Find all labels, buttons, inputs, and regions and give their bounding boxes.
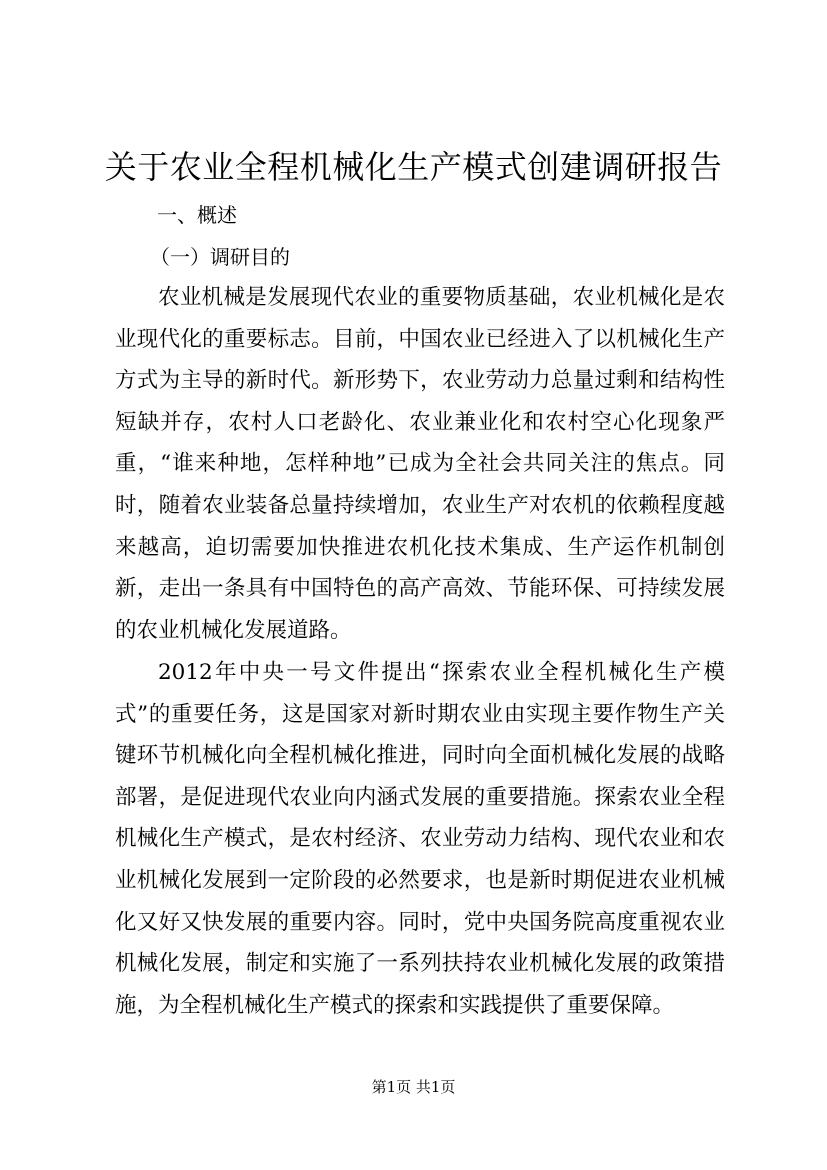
body-paragraph-1: 农业机械是发展现代农业的重要物质基础，农业机械化是农业现代化的重要标志。目前，中国农业已经进入了以机械化生产方式为主导的新时代。新形势下，农业劳动力总量过剩和结构性短缺并存，农村人口老龄化、农业兼业化和农村空心化现象严重，“谁来种地，怎样种地”已成为全社会共同关注的焦点。同时，随着农业装备总量持续增加，农业生产对农机的依赖程度越来越高，迫切需要加快推进农机化技术集成、生产运作机制创新，走出一条具有中国特色的高产高效、节能环保、可持续发展的农业机械化发展道路。 — [115, 285, 725, 643]
subsection-heading: （一）调研目的 — [150, 245, 290, 269]
page-footer: 第1页 共1页 — [371, 1078, 456, 1096]
section-heading: 一、概述 — [157, 203, 237, 227]
body-paragraph-2: 2012年中央一号文件提出“探索农业全程机械化生产模式”的重要任务，这是国家对新时期农业由实现主要作物生产关键环节机械化向全程机械化推进，同时向全面机械化发展的战略部署，是促进现代农业向内涵式发展的重要措施。探索农业全程机械化生产模式，是农村经济、农业劳动力结构、现代农业和农业机械化发展到一定阶段的必然要求，也是新时期促进农业机械化又好又快发展的重要内容。同时，党中央国务院高度重视农业机械化发展，制定和实施了一系列扶持农业机械化发展的政策措施，为全程机械化生产模式的探索和实践提供了重要保障。 — [115, 660, 725, 1018]
document-title: 关于农业全程机械化生产模式创建调研报告 — [104, 148, 723, 186]
